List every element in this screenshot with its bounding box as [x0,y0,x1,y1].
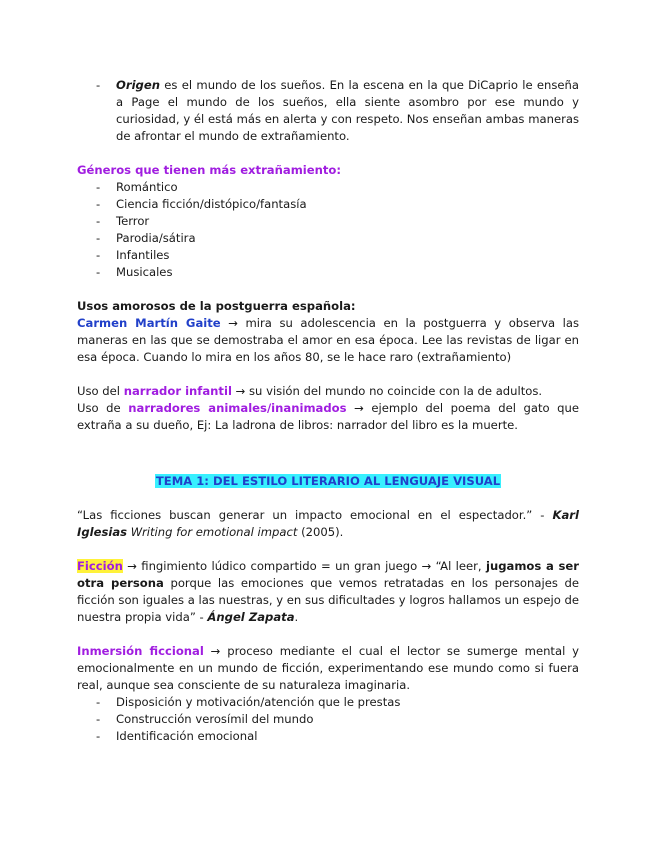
list-item: - Parodia/sátira [96,231,196,245]
list-item: - Ciencia ficción/distópico/fantasía [96,197,307,211]
narradores-animales-paragraph: Uso de narradores animales/inanimados → ejemplo del poema del gato que extraña a su dueño, Ej: La ladrona de libros: narrador del libro es la muerte. [77,401,579,432]
tema-title-line [77,473,579,490]
ficcion-paragraph: Ficción → fingimiento lúdico compartido = un gran juego → “Al leer, jugamos a ser otra persona porque las emociones que vemos retratadas en los personajes de ficción son iguales a las nuestras, y en sus dificultades y logros hallamos un espejo de nuestra propia vida” - Ángel Zapata. [77,559,579,624]
usos-heading: Usos amorosos de la postguerra española: [77,299,356,313]
origen-label: Origen [116,78,160,92]
list-item: - Terror [96,214,150,228]
quote-author: Karl Iglesias [77,508,579,539]
narradores-animales-term: narradores animales/inanimados [128,401,347,415]
origen-list-item [77,77,579,145]
narrador-infantil-term: narrador infantil [123,384,232,398]
quote-text: “Las ficciones buscan generar un impacto emocional en el espectador.” - [77,508,553,522]
document-content [77,77,579,745]
ficcion-bold: jugamos a ser otra persona [77,559,579,590]
inmersion-paragraph [77,643,579,694]
generos-heading: Géneros que tienen más extrañamiento: [77,163,342,177]
usos-text: → mira su adolescencia en la postguerra y observa las maneras en las que se demostraba el amor en esa época. Lee las revistas de ligar en esa época. Cuando lo mira en los años 80, se le hace raro (extrañamiento) [77,316,579,364]
inmersion-text: → proceso mediante el cual el lector se sumerge mental y emocionalmente en un mundo de ficción, experimentando ese mundo como si fuera real, aunque sea consciente de su naturaleza imaginaria. [77,644,579,692]
list-item: - Romántico [96,180,178,194]
tema-title: TEMA 1: DEL ESTILO LITERARIO AL LENGUAJE VISUAL [155,474,501,488]
usos-paragraph [77,315,579,366]
list-item: - Disposición y motivación/atención que le prestas [96,695,401,709]
generos-list [77,179,579,281]
ficcion-term: Ficción [77,559,123,573]
inmersion-term: Inmersión ficcional [77,644,204,658]
ficcion-author: Ángel Zapata [207,610,295,624]
narrador-infantil-paragraph: Uso del narrador infantil → su visión del mundo no coincide con la de adultos. [77,384,543,398]
quote-year: (2005). [297,525,344,539]
quote-paragraph [77,507,579,541]
origen-list [77,77,579,145]
inmersion-list [77,694,579,745]
origen-text: es el mundo de los sueños. En la escena en la que DiCaprio le enseña a Page el mundo de los sueños, ella siente asombro por ese mundo y curiosidad, y él está más en alerta y con respeto. Nos enseñan ambas maneras de afrontar el mundo de extrañamiento. [116,78,579,143]
bullet-dash: - [96,78,101,92]
list-item: - Construcción verosímil del mundo [96,712,314,726]
list-item: - Identificación emocional [96,729,258,743]
list-item: - Infantiles [96,248,170,262]
usos-author: Carmen Martín Gaite [77,316,221,330]
list-item: - Musicales [96,265,173,279]
quote-work: Writing for emotional impact [130,525,298,539]
